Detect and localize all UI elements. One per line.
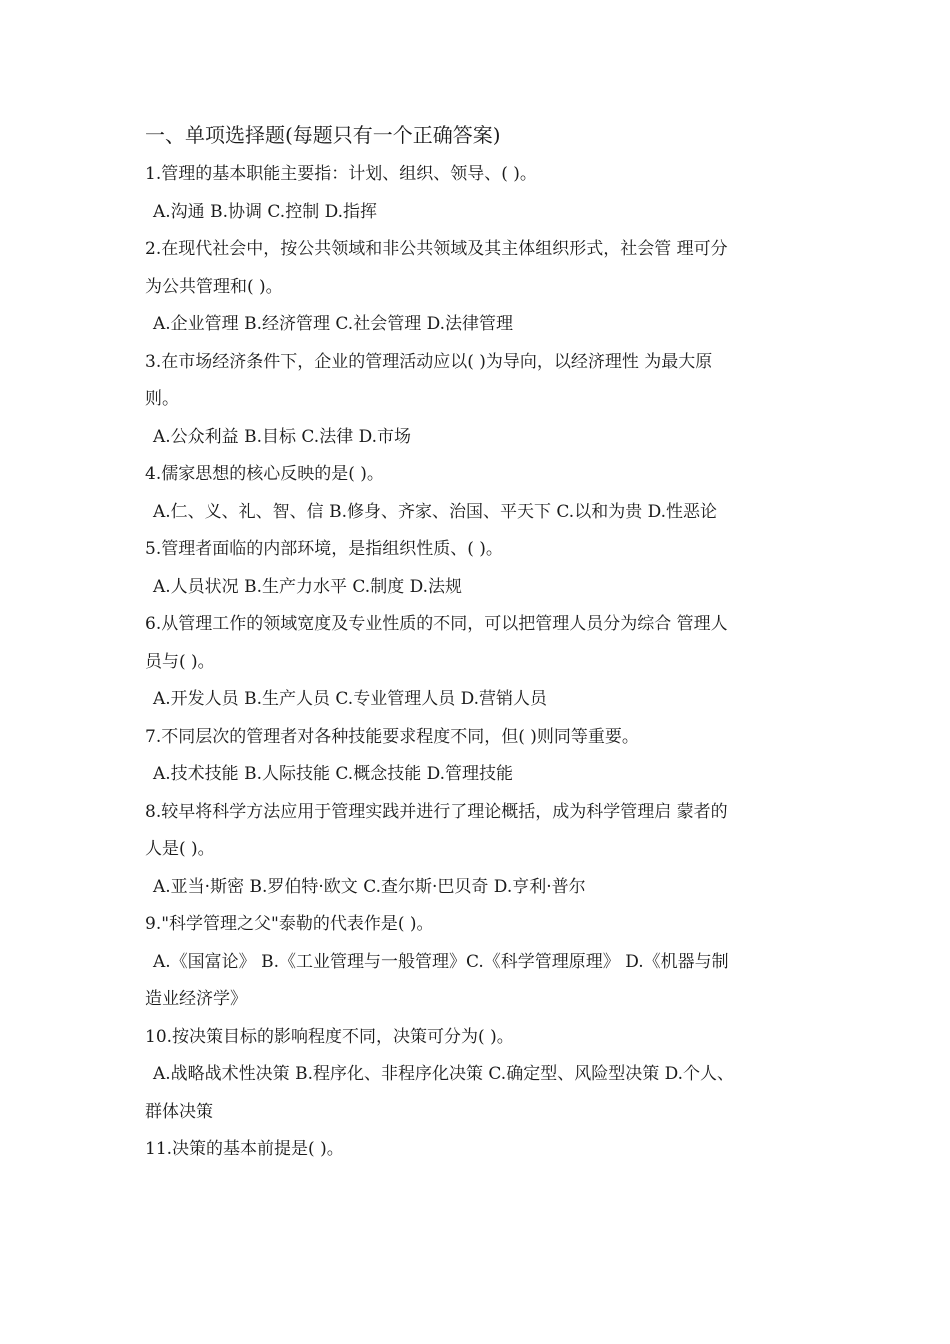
question-text: 2.在现代社会中，按公共领域和非公共领域及其主体组织形式，社会管 理可分	[145, 239, 728, 259]
question-text: 10.按决策目标的影响程度不同，决策可分为( )。	[145, 1026, 514, 1047]
question-text: 7.不同层次的管理者对各种技能要求程度不同，但( )则同等重要。	[145, 726, 639, 747]
question-text: 9."科学管理之父"泰勒的代表作是( )。	[145, 914, 434, 934]
question-text: 6.从管理工作的领域宽度及专业性质的不同，可以把管理人员分为综合 管理人	[145, 614, 728, 634]
question-text: 5.管理者面临的内部环境，是指组织性质、( )。	[145, 539, 503, 559]
question-text: 3.在市场经济条件下，企业的管理活动应以( )为导向，以经济理性 为最大原	[145, 351, 713, 372]
answer-options: A.亚当·斯密 B.罗伯特·欧文 C.查尔斯·巴贝奇 D.亨利·普尔	[153, 876, 586, 897]
question-text: 则。	[145, 389, 179, 409]
question-text: 11.决策的基本前提是( )。	[145, 1139, 344, 1159]
answer-options: A.人员状况 B.生产力水平 C.制度 D.法规	[153, 576, 463, 597]
answer-options: A.企业管理 B.经济管理 C.社会管理 D.法律管理	[153, 314, 514, 334]
question-text: 员与( )。	[145, 651, 215, 672]
question-list	[145, 156, 835, 1169]
question-text: 群体决策	[145, 1101, 213, 1122]
section-title: 一、单项选择题(每题只有一个正确答案)	[145, 123, 501, 147]
answer-options: A.开发人员 B.生产人员 C.专业管理人员 D.营销人员	[153, 689, 548, 709]
answer-options: A.《国富论》 B.《工业管理与一般管理》C.《科学管理原理》 D.《机器与制	[153, 951, 729, 972]
answer-options: A.仁、义、礼、智、信 B.修身、齐家、治国、平天下 C.以和为贵 D.性恶论	[153, 501, 718, 522]
answer-options: A.公众利益 B.目标 C.法律 D.市场	[153, 426, 412, 447]
question-text: 8.较早将科学方法应用于管理实践并进行了理论概括，成为科学管理启 蒙者的	[145, 801, 728, 822]
question-text: 人是( )。	[145, 839, 215, 859]
document-page	[145, 118, 835, 1169]
question-text: 4.儒家思想的核心反映的是( )。	[145, 464, 384, 484]
answer-options: A.战略战术性决策 B.程序化、非程序化决策 C.确定型、风险型决策 D.个人、	[153, 1064, 735, 1084]
answer-options: A.技术技能 B.人际技能 C.概念技能 D.管理技能	[153, 764, 514, 784]
question-text: 为公共管理和( )。	[145, 276, 283, 297]
question-text: 造业经济学》	[145, 989, 247, 1009]
answer-options: A.沟通 B.协调 C.控制 D.指挥	[153, 201, 378, 222]
question-text: 1.管理的基本职能主要指：计划、组织、领导、( )。	[145, 164, 537, 184]
